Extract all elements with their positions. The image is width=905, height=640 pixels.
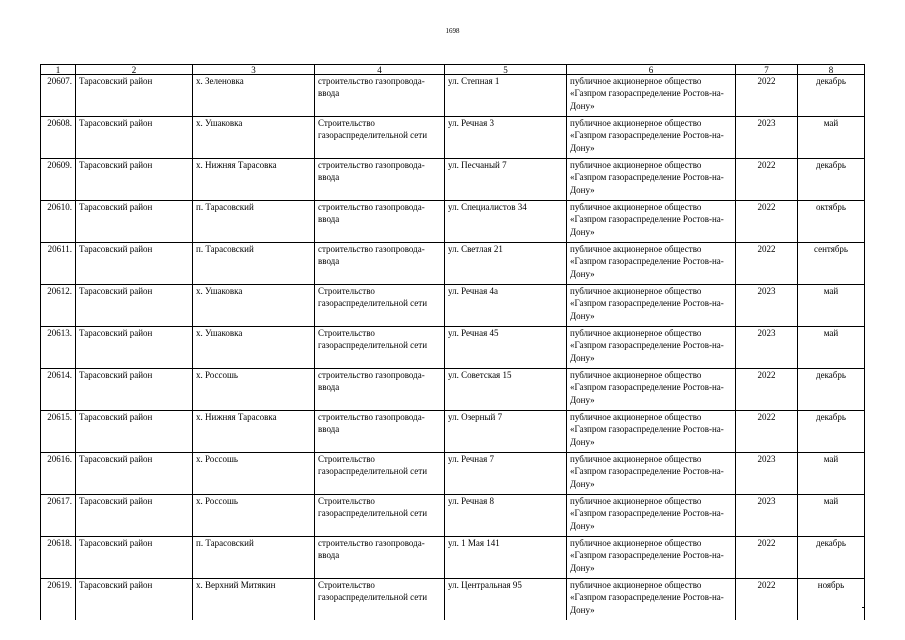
work-type-cell: Строительство газораспределительной сети [315,285,445,327]
organization-cell: публичное акционерное общество «Газпром газораспределение Ростов-на-Дону» [567,537,736,579]
locality-cell: х. Нижняя Тарасовка [193,159,315,201]
organization-cell: публичное акционерное общество «Газпром газораспределение Ростов-на-Дону» [567,117,736,159]
year-cell: 2022 [736,159,798,201]
district-cell: Тарасовский район [76,159,193,201]
locality-cell: х. Ушаковка [193,117,315,159]
table-row [41,369,865,411]
district-cell: Тарасовский район [76,75,193,117]
year-cell: 2022 [736,201,798,243]
month-cell: май [798,453,865,495]
locality-cell: п. Тарасовский [193,201,315,243]
column-header: 7 [736,65,798,75]
locality-cell: х. Верхний Митякин [193,579,315,621]
table-row [41,579,865,621]
address-cell: ул. Озерный 7 [445,411,567,453]
month-cell: декабрь [798,75,865,117]
table-body [41,75,865,621]
address-cell: ул. Речная 8 [445,495,567,537]
table-row [41,243,865,285]
month-cell: май [798,117,865,159]
locality-cell: х. Нижняя Тарасовка [193,411,315,453]
address-cell: ул. Речная 7 [445,453,567,495]
organization-cell: публичное акционерное общество «Газпром газораспределение Ростов-на-Дону» [567,159,736,201]
row-number: 20609. [41,159,76,201]
month-cell: декабрь [798,369,865,411]
year-cell: 2023 [736,327,798,369]
year-cell: 2022 [736,411,798,453]
district-cell: Тарасовский район [76,411,193,453]
address-cell: ул. Речная 45 [445,327,567,369]
address-cell: ул. 1 Мая 141 [445,537,567,579]
year-cell: 2022 [736,537,798,579]
column-header: 1 [41,65,76,75]
month-cell: декабрь [798,411,865,453]
address-cell: ул. Специалистов 34 [445,201,567,243]
organization-cell: публичное акционерное общество «Газпром газораспределение Ростов-на-Дону» [567,579,736,621]
locality-cell: х. Зеленовка [193,75,315,117]
work-type-cell: строительство газопровода-ввода [315,201,445,243]
month-cell: декабрь [798,537,865,579]
row-number: 20612. [41,285,76,327]
organization-cell: публичное акционерное общество «Газпром газораспределение Ростов-на-Дону» [567,243,736,285]
row-number: 20610. [41,201,76,243]
work-type-cell: строительство газопровода-ввода [315,411,445,453]
district-cell: Тарасовский район [76,537,193,579]
row-number: 20608. [41,117,76,159]
table-header-row [41,65,865,75]
year-cell: 2022 [736,243,798,285]
work-type-cell: Строительство газораспределительной сети [315,495,445,537]
row-number: 20619. [41,579,76,621]
column-header: 6 [567,65,736,75]
organization-cell: публичное акционерное общество «Газпром газораспределение Ростов-на-Дону» [567,327,736,369]
work-type-cell: Строительство газораспределительной сети [315,579,445,621]
table-row [41,411,865,453]
district-cell: Тарасовский район [76,369,193,411]
table-row [41,495,865,537]
address-cell: ул. Светлая 21 [445,243,567,285]
district-cell: Тарасовский район [76,453,193,495]
row-number: 20614. [41,369,76,411]
row-number: 20615. [41,411,76,453]
district-cell: Тарасовский район [76,327,193,369]
work-type-cell: строительство газопровода-ввода [315,243,445,285]
month-cell: май [798,327,865,369]
locality-cell: х. Россошь [193,369,315,411]
work-type-cell: строительство газопровода-ввода [315,537,445,579]
organization-cell: публичное акционерное общество «Газпром газораспределение Ростов-на-Дону» [567,411,736,453]
row-number: 20616. [41,453,76,495]
work-type-cell: строительство газопровода-ввода [315,369,445,411]
work-type-cell: Строительство газораспределительной сети [315,327,445,369]
row-number: 20613. [41,327,76,369]
column-header: 3 [193,65,315,75]
work-type-cell: строительство газопровода-ввода [315,75,445,117]
column-header: 2 [76,65,193,75]
year-cell: 2023 [736,117,798,159]
district-cell: Тарасовский район [76,243,193,285]
address-cell: ул. Речная 3 [445,117,567,159]
year-cell: 2022 [736,579,798,621]
year-cell: 2023 [736,495,798,537]
district-cell: Тарасовский район [76,201,193,243]
month-cell: ноябрь [798,579,865,621]
organization-cell: публичное акционерное общество «Газпром газораспределение Ростов-на-Дону» [567,75,736,117]
locality-cell: п. Тарасовский [193,537,315,579]
row-number: 20607. [41,75,76,117]
locality-cell: х. Россошь [193,453,315,495]
organization-cell: публичное акционерное общество «Газпром газораспределение Ростов-на-Дону» [567,369,736,411]
address-cell: ул. Советская 15 [445,369,567,411]
page-number: 1698 [445,27,460,35]
table-row [41,159,865,201]
table-row [41,117,865,159]
table-row [41,285,865,327]
district-cell: Тарасовский район [76,117,193,159]
month-cell: декабрь [798,159,865,201]
table-row [41,453,865,495]
gas-construction-table [40,64,865,620]
margin-mark [862,74,865,75]
locality-cell: х. Ушаковка [193,285,315,327]
table-row [41,201,865,243]
year-cell: 2023 [736,285,798,327]
table-row [41,327,865,369]
year-cell: 2022 [736,75,798,117]
column-header: 4 [315,65,445,75]
organization-cell: публичное акционерное общество «Газпром газораспределение Ростов-на-Дону» [567,201,736,243]
organization-cell: публичное акционерное общество «Газпром газораспределение Ростов-на-Дону» [567,453,736,495]
column-header: 5 [445,65,567,75]
row-number: 20617. [41,495,76,537]
address-cell: ул. Песчаный 7 [445,159,567,201]
table-row [41,75,865,117]
work-type-cell: Строительство газораспределительной сети [315,453,445,495]
district-cell: Тарасовский район [76,579,193,621]
month-cell: сентябрь [798,243,865,285]
district-cell: Тарасовский район [76,495,193,537]
month-cell: май [798,285,865,327]
organization-cell: публичное акционерное общество «Газпром газораспределение Ростов-на-Дону» [567,495,736,537]
address-cell: ул. Речная 4а [445,285,567,327]
year-cell: 2022 [736,369,798,411]
row-number: 20618. [41,537,76,579]
work-type-cell: Строительство газораспределительной сети [315,117,445,159]
month-cell: май [798,495,865,537]
locality-cell: х. Ушаковка [193,327,315,369]
address-cell: ул. Степная 1 [445,75,567,117]
row-number: 20611. [41,243,76,285]
work-type-cell: строительство газопровода-ввода [315,159,445,201]
address-cell: ул. Центральная 95 [445,579,567,621]
column-header: 8 [798,65,865,75]
year-cell: 2023 [736,453,798,495]
district-cell: Тарасовский район [76,285,193,327]
organization-cell: публичное акционерное общество «Газпром газораспределение Ростов-на-Дону» [567,285,736,327]
locality-cell: п. Тарасовский [193,243,315,285]
table-row [41,537,865,579]
margin-mark [862,607,865,608]
month-cell: октябрь [798,201,865,243]
locality-cell: х. Россошь [193,495,315,537]
